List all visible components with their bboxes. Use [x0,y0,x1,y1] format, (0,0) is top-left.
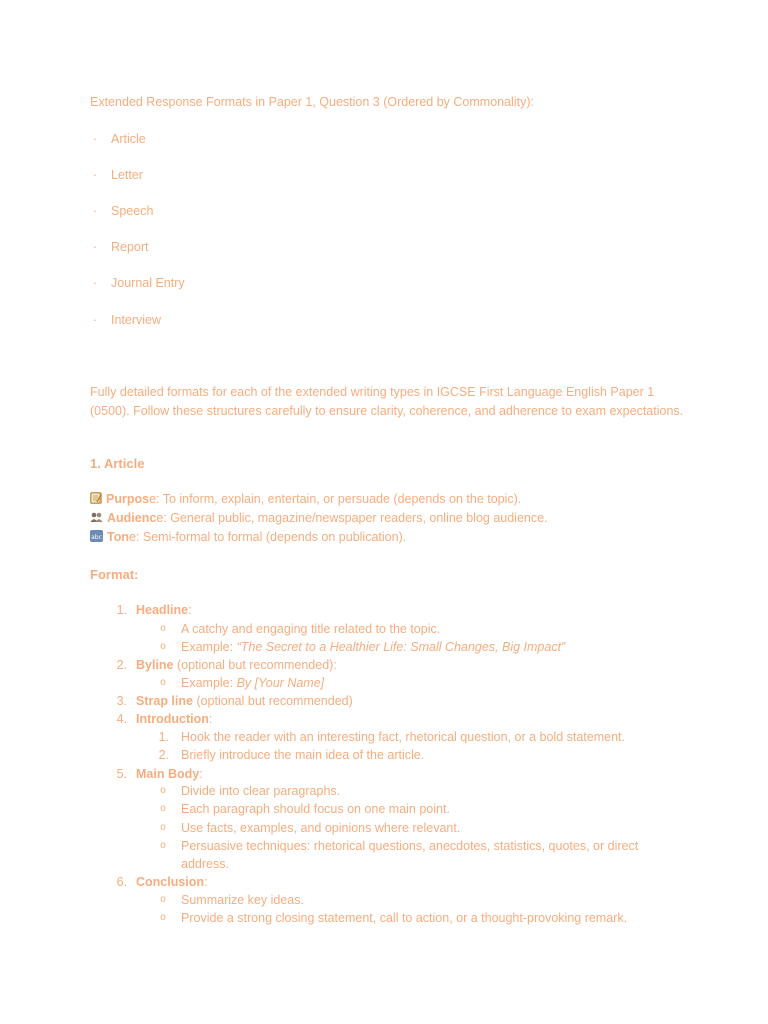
introduction-suffix: : [208,712,213,726]
tone-text: e: Semi-formal to formal (depends on publication). [128,530,407,544]
purpose-line [90,490,521,509]
sub-number: 2. [158,748,169,762]
sub-marker: o [160,677,166,688]
example-prefix: Example: [181,676,237,690]
bullet-dot: · [92,132,98,146]
conclusion-label: Conclusion [136,875,205,889]
sub-marker: o [160,912,166,923]
list-item-byline [0,656,768,674]
list-item-strapline [0,692,768,710]
sub-item-continuation [0,855,768,873]
list-number: 6. [116,875,127,889]
tone-label: Ton [107,530,129,544]
intro-title: Extended Response Formats in Paper 1, Question 3 (Ordered by Commonality): [90,95,534,109]
sub-item [0,782,768,800]
svg-text:abc: abc [91,534,102,541]
sub-marker: o [160,641,166,652]
sub-item [0,620,768,638]
list-item-introduction [0,710,768,728]
audience-label: Audienc [107,511,157,525]
list-number: 2. [116,658,127,672]
sub-item [0,819,768,837]
section-heading-article: 1. Article [90,456,145,471]
example-text: By [Your Name] [236,676,325,690]
purpose-label: Purpos [106,492,150,506]
format-heading: Format: [90,567,139,582]
list-item-label: Letter [111,168,143,182]
audience-text: e: General public, magazine/newspaper readers, online blog audience. [156,511,548,525]
bullet-dot: · [92,313,98,327]
people-icon [90,511,103,523]
byline-label: Byline [136,658,174,672]
sub-item [0,800,768,818]
sub-number: 1. [158,730,169,744]
list-item-label: Journal Entry [111,276,185,290]
sub-item-text: address. [181,857,229,871]
sub-item [0,674,768,692]
strapline-suffix: (optional but recommended) [192,694,353,708]
purpose-text: e: To inform, explain, entertain, or persuade (depends on the topic). [149,492,522,506]
sub-item [0,746,768,764]
memo-icon [90,492,102,504]
headline-suffix: : [188,603,192,617]
list-number: 4. [116,712,127,726]
sub-item [0,891,768,909]
list-item-main-body [0,765,768,783]
sub-item-text: Use facts, examples, and opinions where relevant. [181,821,461,835]
strapline-label: Strap line [136,694,193,708]
tone-line [90,528,406,547]
sub-item-text: Provide a strong closing statement, call to action, or a thought-provoking remark. [181,911,628,925]
sub-marker: o [160,623,166,634]
sub-marker: o [160,894,166,905]
list-item-label: Speech [111,204,154,218]
bullet-dot: · [92,240,98,254]
example-prefix: Example: [181,640,237,654]
sub-marker: o [160,840,166,851]
sub-item [0,638,768,656]
list-item-label: Report [111,240,149,254]
main-body-suffix: : [199,767,203,781]
audience-line [90,509,548,528]
bullet-dot: · [92,276,98,290]
list-item-conclusion [0,873,768,891]
sub-marker: o [160,822,166,833]
list-number: 3. [116,694,127,708]
sub-item [0,728,768,746]
sub-item [0,837,768,855]
example-text: “The Secret to a Healthier Life: Small Changes, Big Impact” [236,640,566,654]
byline-suffix: (optional but recommended): [173,658,337,672]
sub-marker: o [160,785,166,796]
introduction-label: Introduction [136,712,209,726]
conclusion-suffix: : [204,875,208,889]
sub-item-text: Each paragraph should focus on one main point. [181,802,450,816]
sub-item [0,909,768,927]
list-item-label: Article [111,132,146,146]
list-number: 5. [116,767,127,781]
list-item-label: Interview [111,313,162,327]
description-paragraph: Fully detailed formats for each of the extended writing types in IGCSE First Language English Paper 1 (0500). Follow these structures carefully to ensure clarity, coherence, and adherence to exam expectations. [90,385,684,418]
abc-icon [90,530,103,542]
sub-item-text: Divide into clear paragraphs. [181,784,341,798]
headline-label: Headline [136,603,189,617]
sub-item-text: Summarize key ideas. [181,893,304,907]
bullet-dot: · [92,168,98,182]
sub-item-text: Hook the reader with an interesting fact, rhetorical question, or a bold statement. [181,730,625,744]
list-item-headline [0,601,768,619]
sub-marker: o [160,803,166,814]
sub-item-text: Persuasive techniques: rhetorical questions, anecdotes, statistics, quotes, or direct [181,839,639,853]
list-number: 1. [116,603,127,617]
sub-item-text: Briefly introduce the main idea of the article. [181,748,425,762]
main-body-label: Main Body [136,767,200,781]
sub-item-text: A catchy and engaging title related to the topic. [181,622,441,636]
bullet-dot: · [92,204,98,218]
